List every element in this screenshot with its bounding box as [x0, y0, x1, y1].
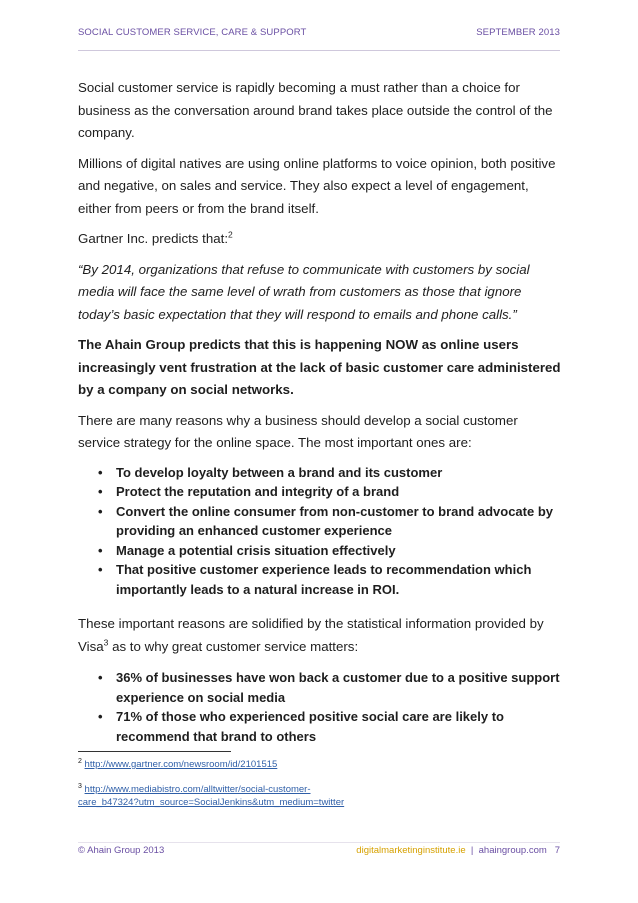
bullet-icon: •: [98, 503, 103, 519]
footnote-3-link-cont[interactable]: care_b47324?utm_source=SocialJenkins&utm_medium=twitter: [78, 797, 345, 808]
paragraph-gartner: Gartner Inc. predicts that:$^2$: [78, 229, 233, 246]
bullet-icon: •: [98, 670, 103, 685]
list-item: • 36% of businesses have won back a customer due to a positive support experience on social media: [98, 670, 560, 705]
reasons-list: [78, 463, 562, 600]
bullet-icon: •: [98, 562, 103, 577]
bullet-icon: •: [98, 709, 103, 724]
page-header: [78, 27, 560, 41]
page-footer: [78, 845, 560, 859]
bullet-icon: •: [98, 484, 103, 499]
paragraph-reasons-intro: There are many reasons why a business should develop a social customer service strategy for the online space. The most important ones are:: [78, 412, 518, 450]
list-item: • Convert the online consumer from non-customer to brand advocate by providing an enhanced customer experience: [98, 503, 554, 538]
paragraph-visa: These important reasons are solidified by the statistical information provided by Visa$^3$ as to why great customer service matters:: [78, 616, 544, 654]
footnote-2-link[interactable]: http://www.gartner.com/newsroom/id/2101515: [84, 759, 278, 770]
list-item: • Protect the reputation and integrity of a brand: [78, 482, 562, 502]
header-title: SOCIAL CUSTOMER SERVICE, CARE & SUPPORT: [78, 27, 307, 38]
footer-divider: [78, 842, 560, 843]
footer-link-ahain[interactable]: ahaingroup.com: [478, 845, 547, 856]
footnote-2: $^2$ http://www.gartner.com/newsroom/id/2101515: [78, 757, 278, 770]
paragraph-intro: Social customer service is rapidly becoming a must rather than a choice for business as the conversation around brand takes place outside the control of the company.: [78, 80, 553, 140]
list-item: • That positive customer experience leads to recommendation which importantly leads to a natural increase in ROI.: [98, 562, 532, 597]
footnote-ref-2[interactable]: 2: [228, 229, 233, 240]
list-item: • To develop loyalty between a brand and its customer: [78, 463, 562, 483]
footnote-divider: [78, 751, 231, 752]
copyright: © Ahain Group 2013: [78, 845, 165, 856]
footer-link-dmi[interactable]: digitalmarketinginstitute.ie: [356, 845, 466, 856]
footer-links: [356, 845, 560, 856]
list-item: • Manage a potential crisis situation effectively: [78, 541, 562, 561]
ahain-statement: The Ahain Group predicts that this is happening NOW as online users increasingly vent frustration at the lack of basic customer care administered by a company on social networks.: [78, 337, 561, 397]
footnote-3-link[interactable]: http://www.mediabistro.com/alltwitter/social-customer-: [84, 784, 311, 795]
stats-list: [78, 668, 562, 746]
bullet-icon: •: [98, 542, 103, 558]
header-divider: [78, 50, 560, 51]
footer-separator: |: [470, 845, 474, 856]
paragraph-digital-natives: Millions of digital natives are using online platforms to voice opinion, both positive and negative, on sales and service. They also expect a level of engagement, either from peers or from the brand itself.: [78, 155, 556, 216]
page-number: 7: [554, 845, 560, 856]
header-date: SEPTEMBER 2013: [476, 27, 560, 38]
bullet-icon: •: [98, 464, 103, 480]
page-content: [78, 77, 562, 754]
gartner-quote: “By 2014, organizations that refuse to communicate with customers by social media will face the same level of wrath from customers as those that ignore today’s basic expectation that they will respond to emails and phone calls.”: [78, 261, 530, 322]
footnote-3: $^3$ http://www.mediabistro.com/alltwitter/social-customer- care_b47324?utm_source=SocialJenkins&utm_medium=twitter: [78, 782, 345, 808]
footnote-ref-3[interactable]: 3: [103, 637, 109, 648]
list-item: • 71% of those who experienced positive social care are likely to recommend that brand to others: [98, 709, 504, 744]
